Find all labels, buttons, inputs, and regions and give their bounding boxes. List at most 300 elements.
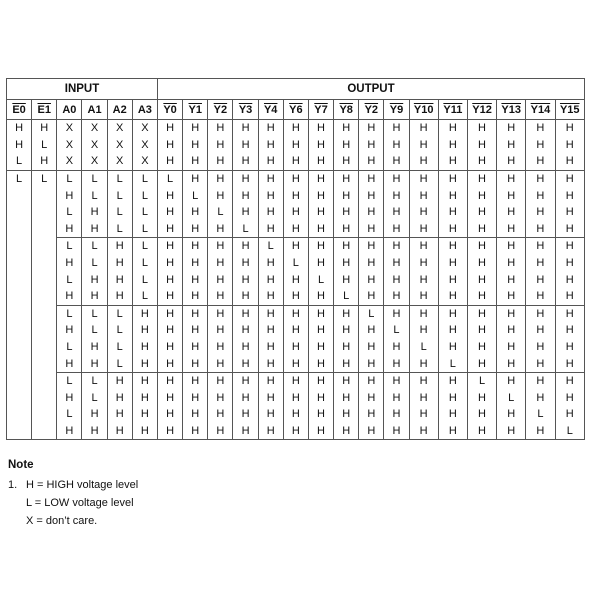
cell-a0: X (57, 120, 82, 137)
cell-e0: H (7, 137, 32, 154)
cell-y: H (497, 255, 526, 272)
cell-y: H (384, 137, 409, 154)
cell-y: H (233, 170, 258, 187)
pin-header-y2: Y2 (359, 100, 384, 120)
cell-y: H (283, 153, 308, 170)
cell-y: H (384, 355, 409, 372)
cell-y: H (308, 221, 333, 238)
cell-a2: H (107, 238, 132, 255)
cell-y: H (384, 187, 409, 204)
cell-y: H (233, 305, 258, 322)
cell-y: H (384, 305, 409, 322)
cell-y: H (258, 372, 283, 389)
pin-header-a0: A0 (57, 100, 82, 120)
cell-y: H (555, 355, 585, 372)
note-item (8, 476, 138, 494)
cell-y: H (359, 204, 384, 221)
cell-y: H (208, 137, 233, 154)
cell-y: H (438, 221, 467, 238)
cell-y: H (308, 153, 333, 170)
cell-y: H (208, 255, 233, 272)
cell-e0 (7, 238, 32, 255)
table-row (7, 187, 585, 204)
cell-y: H (467, 271, 496, 288)
cell-e1 (32, 271, 57, 288)
cell-a3: X (132, 120, 157, 137)
cell-y: L (233, 221, 258, 238)
cell-e1 (32, 288, 57, 305)
cell-e0: H (7, 120, 32, 137)
cell-y: H (359, 120, 384, 137)
cell-y: H (183, 238, 208, 255)
cell-e1 (32, 390, 57, 407)
table-row (7, 204, 585, 221)
cell-a1: X (82, 153, 107, 170)
cell-y: H (409, 390, 438, 407)
cell-y: H (283, 305, 308, 322)
cell-y: H (208, 221, 233, 238)
cell-y: H (409, 288, 438, 305)
cell-y: H (208, 153, 233, 170)
cell-a2: L (107, 187, 132, 204)
output-group-header: OUTPUT (158, 79, 585, 100)
cell-y: H (334, 137, 359, 154)
cell-a0: L (57, 339, 82, 356)
cell-y: H (467, 322, 496, 339)
cell-a3: H (132, 423, 157, 440)
cell-a3: L (132, 271, 157, 288)
cell-y: L (258, 238, 283, 255)
cell-y: H (334, 339, 359, 356)
cell-y: H (526, 355, 555, 372)
cell-y: H (438, 153, 467, 170)
cell-y: L (208, 204, 233, 221)
cell-y: H (208, 238, 233, 255)
cell-a1: X (82, 120, 107, 137)
cell-y: H (438, 372, 467, 389)
cell-y: H (158, 120, 183, 137)
cell-a1: L (82, 238, 107, 255)
cell-a2: H (107, 406, 132, 423)
cell-y: H (497, 120, 526, 137)
table-row (7, 238, 585, 255)
cell-y: H (555, 255, 585, 272)
cell-y: H (158, 390, 183, 407)
cell-y: H (438, 238, 467, 255)
cell-y: H (183, 372, 208, 389)
cell-y: H (467, 355, 496, 372)
cell-y: H (497, 305, 526, 322)
cell-a0: L (57, 271, 82, 288)
cell-y: H (233, 372, 258, 389)
cell-y: H (526, 288, 555, 305)
cell-y: H (526, 170, 555, 187)
pin-header-y15: Y15 (555, 100, 585, 120)
cell-y: H (467, 120, 496, 137)
cell-y: H (283, 355, 308, 372)
cell-y: H (467, 204, 496, 221)
cell-y: H (208, 305, 233, 322)
cell-e1: L (32, 170, 57, 187)
cell-y: H (233, 322, 258, 339)
cell-y: H (334, 238, 359, 255)
cell-y: H (359, 221, 384, 238)
note-section (8, 456, 138, 530)
cell-y: H (334, 255, 359, 272)
cell-y: H (183, 288, 208, 305)
cell-y: H (233, 204, 258, 221)
cell-y: H (497, 204, 526, 221)
cell-y: H (555, 187, 585, 204)
cell-y: H (283, 170, 308, 187)
cell-y: H (158, 238, 183, 255)
cell-y: H (283, 322, 308, 339)
cell-a2: X (107, 137, 132, 154)
cell-y: H (526, 255, 555, 272)
cell-a2: L (107, 322, 132, 339)
cell-e1 (32, 187, 57, 204)
cell-y: H (258, 423, 283, 440)
cell-y: H (384, 288, 409, 305)
pin-header-e1: E1 (32, 100, 57, 120)
pin-header-e0: E0 (7, 100, 32, 120)
cell-y: H (359, 355, 384, 372)
pin-header-y1: Y1 (183, 100, 208, 120)
cell-e1: H (32, 120, 57, 137)
cell-a1: L (82, 372, 107, 389)
cell-a3: H (132, 406, 157, 423)
cell-a0: L (57, 238, 82, 255)
cell-e1 (32, 339, 57, 356)
cell-e1 (32, 406, 57, 423)
cell-a3: L (132, 221, 157, 238)
cell-y: H (438, 271, 467, 288)
cell-y: H (438, 204, 467, 221)
cell-y: H (283, 406, 308, 423)
cell-a1: L (82, 322, 107, 339)
cell-a3: H (132, 305, 157, 322)
cell-y: H (359, 406, 384, 423)
table-row (7, 372, 585, 389)
cell-y: H (158, 305, 183, 322)
cell-y: H (183, 204, 208, 221)
cell-y: H (334, 271, 359, 288)
pin-header-y8: Y8 (334, 100, 359, 120)
cell-y: H (308, 255, 333, 272)
cell-y: H (555, 204, 585, 221)
cell-y: H (438, 322, 467, 339)
cell-y: H (409, 120, 438, 137)
truth-table (6, 78, 585, 440)
cell-a0: L (57, 170, 82, 187)
cell-y: H (409, 187, 438, 204)
cell-y: H (258, 170, 283, 187)
cell-y: H (384, 204, 409, 221)
cell-a3: H (132, 355, 157, 372)
cell-y: H (183, 355, 208, 372)
cell-y: H (497, 288, 526, 305)
cell-y: H (555, 406, 585, 423)
cell-a1: L (82, 305, 107, 322)
cell-y: H (208, 390, 233, 407)
cell-y: H (208, 339, 233, 356)
cell-y: H (158, 339, 183, 356)
cell-y: H (183, 255, 208, 272)
table-row (7, 120, 585, 137)
cell-y: H (438, 390, 467, 407)
cell-y: H (526, 372, 555, 389)
cell-y: H (283, 390, 308, 407)
cell-y: H (467, 423, 496, 440)
cell-y: H (233, 406, 258, 423)
cell-y: H (308, 322, 333, 339)
cell-y: H (183, 339, 208, 356)
cell-e1 (32, 372, 57, 389)
cell-y: L (308, 271, 333, 288)
cell-y: H (359, 187, 384, 204)
cell-a0: H (57, 288, 82, 305)
cell-y: H (283, 271, 308, 288)
cell-a3: X (132, 137, 157, 154)
cell-y: H (334, 322, 359, 339)
cell-y: H (467, 153, 496, 170)
cell-e0 (7, 221, 32, 238)
pin-header-y0: Y0 (158, 100, 183, 120)
cell-a3: L (132, 288, 157, 305)
cell-a0: H (57, 423, 82, 440)
cell-y: H (526, 137, 555, 154)
cell-a2: X (107, 120, 132, 137)
cell-y: H (183, 120, 208, 137)
cell-a1: H (82, 271, 107, 288)
cell-a0: X (57, 137, 82, 154)
cell-y: H (409, 372, 438, 389)
cell-y: H (526, 423, 555, 440)
cell-y: H (497, 153, 526, 170)
cell-a2: L (107, 339, 132, 356)
table-row (7, 170, 585, 187)
cell-a0: X (57, 153, 82, 170)
cell-y: H (384, 170, 409, 187)
cell-e0 (7, 423, 32, 440)
cell-y: H (183, 423, 208, 440)
cell-y: H (308, 372, 333, 389)
cell-y: H (334, 153, 359, 170)
cell-e0: L (7, 170, 32, 187)
note-number: 1. (8, 479, 18, 491)
cell-y: H (555, 372, 585, 389)
cell-y: H (308, 137, 333, 154)
cell-y: H (438, 137, 467, 154)
cell-y: H (233, 120, 258, 137)
cell-a3: L (132, 187, 157, 204)
cell-y: L (467, 372, 496, 389)
cell-y: H (555, 271, 585, 288)
cell-y: H (384, 255, 409, 272)
cell-a0: H (57, 355, 82, 372)
cell-e0 (7, 204, 32, 221)
cell-y: H (183, 170, 208, 187)
cell-a3: H (132, 339, 157, 356)
cell-e0 (7, 187, 32, 204)
cell-y: H (233, 271, 258, 288)
cell-a1: L (82, 390, 107, 407)
cell-y: H (183, 137, 208, 154)
cell-e0 (7, 305, 32, 322)
table-row (7, 423, 585, 440)
cell-y: H (258, 355, 283, 372)
cell-y: H (438, 339, 467, 356)
cell-a3: L (132, 238, 157, 255)
cell-y: H (409, 221, 438, 238)
cell-y: H (334, 170, 359, 187)
cell-y: H (497, 170, 526, 187)
cell-a0: H (57, 221, 82, 238)
cell-y: H (183, 322, 208, 339)
cell-y: H (359, 238, 384, 255)
cell-e0 (7, 372, 32, 389)
cell-y: H (208, 355, 233, 372)
cell-y: H (208, 120, 233, 137)
cell-y: H (359, 153, 384, 170)
cell-y: H (409, 271, 438, 288)
cell-a3: H (132, 322, 157, 339)
cell-a2: L (107, 204, 132, 221)
cell-e1 (32, 355, 57, 372)
cell-y: H (308, 187, 333, 204)
cell-y: H (409, 322, 438, 339)
cell-y: H (384, 153, 409, 170)
cell-y: H (409, 406, 438, 423)
cell-y: H (183, 153, 208, 170)
cell-a3: H (132, 390, 157, 407)
table-row (7, 221, 585, 238)
cell-e0 (7, 255, 32, 272)
input-group-header: INPUT (7, 79, 158, 100)
cell-e1 (32, 305, 57, 322)
cell-a0: H (57, 255, 82, 272)
cell-y: H (233, 238, 258, 255)
cell-e0 (7, 322, 32, 339)
cell-a1: H (82, 355, 107, 372)
cell-y: H (384, 423, 409, 440)
table-row (7, 137, 585, 154)
cell-y: H (308, 390, 333, 407)
cell-y: H (497, 322, 526, 339)
cell-y: H (359, 322, 384, 339)
cell-y: H (308, 238, 333, 255)
cell-y: H (359, 271, 384, 288)
cell-y: H (334, 372, 359, 389)
cell-y: H (158, 137, 183, 154)
cell-a2: L (107, 221, 132, 238)
pin-header-row (7, 100, 585, 120)
note-line-dontcare: X = don’t care. (26, 515, 98, 527)
cell-y: H (233, 355, 258, 372)
cell-y: H (467, 221, 496, 238)
cell-a1: L (82, 170, 107, 187)
cell-a2: H (107, 288, 132, 305)
cell-y: H (258, 406, 283, 423)
cell-a1: X (82, 137, 107, 154)
cell-y: H (258, 204, 283, 221)
cell-a2: L (107, 170, 132, 187)
cell-y: H (526, 120, 555, 137)
cell-a2: H (107, 372, 132, 389)
cell-y: H (158, 372, 183, 389)
cell-e0 (7, 406, 32, 423)
cell-y: H (208, 372, 233, 389)
cell-y: H (409, 355, 438, 372)
cell-y: H (158, 322, 183, 339)
cell-y: H (308, 305, 333, 322)
cell-a3: H (132, 372, 157, 389)
cell-y: H (384, 120, 409, 137)
cell-y: H (308, 170, 333, 187)
pin-header-y14: Y14 (526, 100, 555, 120)
cell-y: H (467, 339, 496, 356)
cell-e1 (32, 423, 57, 440)
cell-y: H (233, 255, 258, 272)
cell-a2: H (107, 271, 132, 288)
cell-y: H (359, 423, 384, 440)
cell-y: H (208, 288, 233, 305)
cell-y: H (555, 322, 585, 339)
cell-y: H (526, 187, 555, 204)
cell-y: H (409, 423, 438, 440)
cell-y: H (208, 187, 233, 204)
cell-y: H (438, 255, 467, 272)
cell-e1 (32, 255, 57, 272)
cell-y: H (334, 305, 359, 322)
truth-table-body (7, 120, 585, 440)
table-row (7, 390, 585, 407)
cell-y: H (467, 288, 496, 305)
cell-y: H (183, 305, 208, 322)
cell-y: H (384, 271, 409, 288)
note-line-low: L = LOW voltage level (26, 497, 134, 509)
cell-y: H (438, 423, 467, 440)
cell-y: H (555, 137, 585, 154)
cell-e0 (7, 390, 32, 407)
cell-y: H (384, 339, 409, 356)
cell-y: H (409, 153, 438, 170)
cell-a1: H (82, 221, 107, 238)
cell-a2: H (107, 255, 132, 272)
pin-header-y7: Y7 (308, 100, 333, 120)
note-item (8, 512, 138, 530)
cell-y: H (258, 288, 283, 305)
cell-y: H (183, 390, 208, 407)
cell-y: H (467, 187, 496, 204)
cell-a3: X (132, 153, 157, 170)
pin-header-y9: Y9 (384, 100, 409, 120)
table-row (7, 339, 585, 356)
cell-y: H (409, 238, 438, 255)
cell-y: H (258, 255, 283, 272)
cell-y: H (409, 204, 438, 221)
cell-e0 (7, 355, 32, 372)
cell-y: H (334, 204, 359, 221)
cell-y: H (497, 137, 526, 154)
cell-e0 (7, 271, 32, 288)
cell-a0: H (57, 187, 82, 204)
cell-e1: L (32, 137, 57, 154)
cell-y: H (258, 339, 283, 356)
cell-y: H (467, 390, 496, 407)
cell-y: H (158, 255, 183, 272)
cell-y: H (308, 406, 333, 423)
